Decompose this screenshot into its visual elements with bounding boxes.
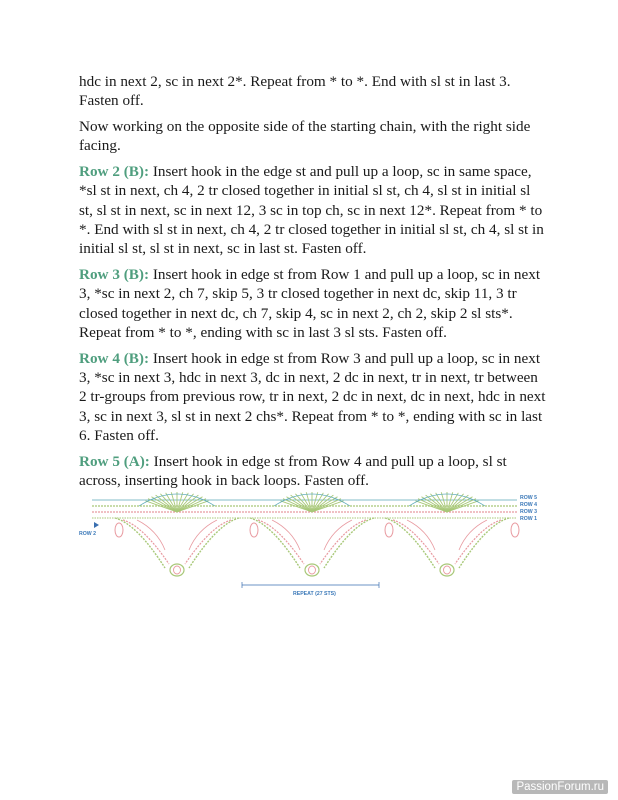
row-2-diagram-label: ROW 2	[79, 531, 97, 537]
row-5-diagram-label: ROW 5	[520, 495, 538, 501]
bottom-picot-inner-2	[444, 566, 451, 574]
leaf-left-2	[385, 523, 393, 537]
row-5-label: Row 5 (A):	[79, 452, 150, 470]
row-4-label: Row 4 (B):	[79, 349, 150, 367]
arch-right-2	[459, 518, 509, 568]
row-2-instructions	[79, 162, 547, 258]
row-2-start-arrow	[94, 522, 99, 528]
arch-right-1	[324, 518, 374, 568]
paragraph-opposite-side	[79, 117, 547, 156]
arch-right-0	[189, 518, 239, 568]
row-3-instructions	[79, 265, 547, 342]
row-4-diagram-label: ROW 4	[520, 502, 538, 508]
chain-left-2	[407, 520, 435, 550]
row-3-text: Insert hook in edge st from Row 1 and pull up a loop, sc in next 3, *sc in next 2, ch 7, skip 5, 3 tr closed together in next dc, skip 11, 3 tr closed together in next dc, ch 7, skip 4, sc in next 2, ch 2, skip 2 sl sts*. Repeat from * to *, ending with sc in last 3 sl sts. Fasten off.	[79, 266, 541, 342]
leaf-end	[511, 523, 519, 537]
chart-body	[92, 492, 519, 588]
row-4-text: Insert hook in edge st from Row 3 and pull up a loop, sc in next 3, *sc in next 3, hdc in next 3, dc in next, 2 dc in next, tr in next, tr between 2 tr-groups from previous row, tr in next, 2 dc in next, dc in next, hdc in next 3, sc in next 3, sl st in next 2 chs*. Repeat from * to *, ending with sc in last 6. Fasten off.	[79, 349, 546, 445]
row-2-label: Row 2 (B):	[79, 163, 150, 181]
paragraph-continuation	[79, 72, 547, 111]
bottom-picot-inner-0	[174, 566, 181, 574]
row-5-text: Insert hook in edge st from Row 4 and pull up a loop, sl st across, inserting hook in back loops. Fasten off.	[79, 452, 507, 490]
row-2-text: Insert hook in the edge st and pull up a loop, sc in same space, *sl st in next, ch 4, 2 tr closed together in initial sl st, ch 4, sl st in initial sl st, sl st in next, sc in next 12, 3 sc in top ch, sc in next 12*. Repeat from * to *. End with sl st in next, ch 4, 2 tr closed together in initial sl st, ch 4, sl st in initial sl st, sl st in next, sc in last st. Fasten off.	[79, 163, 544, 258]
crochet-chart-diagram	[79, 484, 547, 602]
leaf-left-0	[115, 523, 123, 537]
watermark: PassionForum.ru	[512, 780, 608, 794]
chain-right-1	[324, 520, 352, 550]
repeat-label: REPEAT (27 STS)	[293, 591, 336, 597]
bottom-picot-inner-1	[309, 566, 316, 574]
pattern-text	[79, 72, 547, 497]
row-3-label: Row 3 (B):	[79, 266, 150, 284]
chain-left-0	[137, 520, 165, 550]
opposite-side-text: Now working on the opposite side of the starting chain, with the right side facing.	[79, 118, 531, 155]
chain-left-1	[272, 520, 300, 550]
row-1-diagram-label: ROW 1	[520, 516, 538, 522]
row-3-diagram-label: ROW 3	[520, 509, 538, 515]
chain-right-0	[189, 520, 217, 550]
chain-right-2	[459, 520, 487, 550]
continuation-text: hdc in next 2, sc in next 2*. Repeat from * to *. End with sl st in last 3. Fasten off.	[79, 73, 511, 110]
row-4-instructions	[79, 349, 547, 445]
leaf-left-1	[250, 523, 258, 537]
